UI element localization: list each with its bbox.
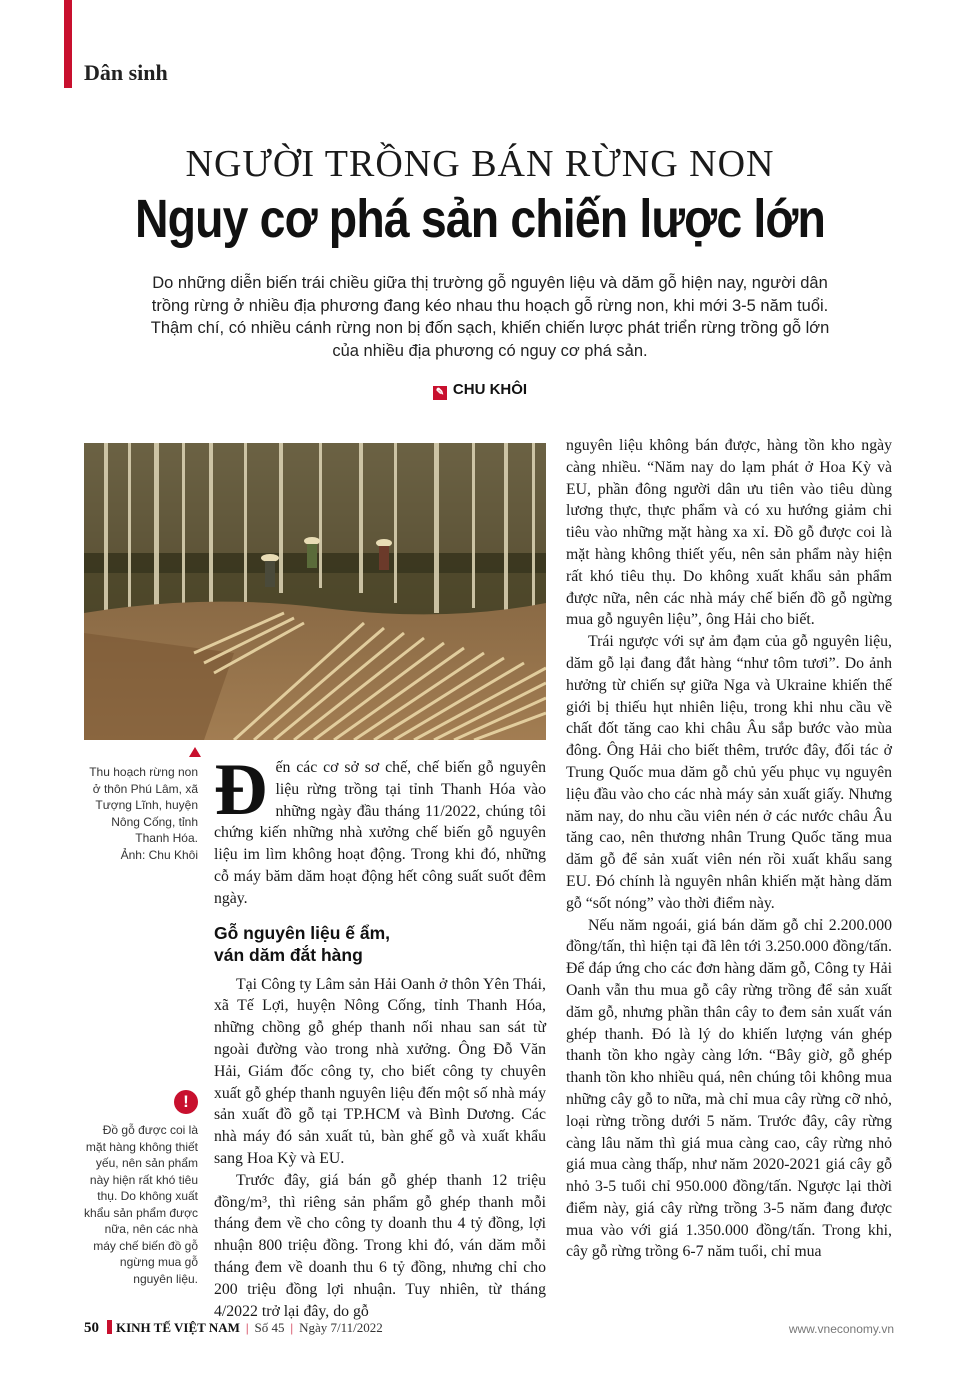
caption-text: Thu hoạch rừng non ở thôn Phú Lâm, xã Tượng Lĩnh, huyện Nông Cống, tỉnh Thanh Hóa. bbox=[89, 765, 198, 845]
caption-pointer-icon bbox=[189, 747, 201, 757]
drop-cap: Đ bbox=[214, 749, 268, 831]
article-kicker: NGƯỜI TRỒNG BÁN RỪNG NON bbox=[185, 143, 775, 185]
pen-icon: ✎ bbox=[433, 386, 447, 400]
page-number: 50 bbox=[84, 1320, 99, 1336]
body-paragraph: nguyên liệu không bán được, hàng tồn kho ngày càng nhiều. “Năm nay do lạm phát ở Hoa Kỳ và EU, phần đông người dân ưu tiên vào tiêu dùng lương thực, thực phẩm và có xu hướng giảm chi tiêu vào những mặt hàng xa xỉ. Đồ gỗ được coi là mặt hàng không thiết yếu, nên sản phẩm này hiện rất khó tiêu thụ. Do không xuất khẩu sản phẩm được nữa, nên các nhà máy chế biến đồ gỗ ngừng mua gỗ nguyên liệu”, ông Hải cho biết. bbox=[566, 437, 892, 629]
footer-separator: | bbox=[245, 1320, 249, 1335]
article-column-middle bbox=[214, 749, 546, 1322]
subheading bbox=[214, 922, 546, 966]
forest-harvest-image bbox=[84, 443, 546, 740]
article-photo bbox=[84, 443, 546, 740]
body-paragraph: Nếu năm ngoái, giá bán dăm gỗ chỉ 2.200.000 đồng/tấn, thì hiện tại đã lên tới 3.250.000 đồng/tấn. Để đáp ứng cho các đơn hàng dăm gỗ, Công ty Hải Oanh vẫn thu mua gỗ cây rừng trồng để sản xuất dăm gỗ, nhưng phần thân cây to đem sản xuất ván ghép thanh. Đó là lý do khiến lượng ván ghép thanh tồn kho ngày càng lớn. “Bây giờ, gỗ ghép thanh tồn kho nhiều quá, nên chúng tôi không mua những cây gỗ to nữa, mà chỉ mua cây rừng cỡ nhỏ, loại rừng trồng dưới 5 năm. Trước đây, cây rừng càng lâu năm thì giá mua càng cao, cây rừng nhỏ giá mua càng thấp, như năm 2020-2021 giá cây gỗ nhỏ 3-5 tuổi chỉ 950.000 đồng/tấn. Ngược lại thời điểm này, giá cây rừng trồng 3-5 năm đang được mua vào với giá 1.350.000 đồng/tấn. Trong khi, cây gỗ rừng trồng 6-7 năm tuổi, chỉ mua bbox=[566, 916, 892, 1261]
issue-date: Ngày 7/11/2022 bbox=[299, 1320, 383, 1335]
article-column-right bbox=[566, 435, 892, 1263]
photo-credit: Ảnh: Chu Khôi bbox=[120, 847, 198, 862]
footer-accent-mark bbox=[107, 1320, 112, 1334]
issue-number: Số 45 bbox=[254, 1320, 285, 1335]
body-paragraph: Trước đây, giá bán gỗ ghép thanh 12 triệu đồng/m³, thì riêng sản phẩm gỗ ghép thanh mỗi tháng đem về cho công ty doanh thu 4 tỷ đồng, lợi nhuận 800 triệu đồng. Trong khi đó, ván dăm mỗi tháng đem về doanh thu 6 tỷ đồng, nhưng chỉ cho 200 triệu đồng lợi nhuận. Tuy nhiên, từ tháng 4/2022 trở lại đây, do gỗ bbox=[214, 1171, 546, 1320]
magazine-name: KINH TẾ VIỆT NAM bbox=[116, 1320, 240, 1335]
author-name: CHU KHÔI bbox=[452, 381, 528, 398]
footer-separator: | bbox=[290, 1320, 294, 1335]
article-headline: Nguy cơ phá sản chiến lược lớn bbox=[134, 189, 826, 249]
body-paragraph: Tại Công ty Lâm sản Hải Oanh ở thôn Yên Thái, xã Tế Lợi, huyện Nông Cống, tỉnh Thanh Hóa, những chồng gỗ ghép thanh nối nhau san sát từ ngoài đường vào trong nhà xưởng. Ông Đỗ Văn Hải, Giám đốc công ty, cho biết công ty chuyên xuất gỗ ghép thanh nguyên liệu đến một số nhà máy sản xuất đồ gỗ tại TP.HCM và Bình Dương. Các nhà máy đó sản xuất tủ, bàn ghế gỗ và xuất khẩu sang Hoa Kỳ và EU. bbox=[214, 975, 546, 1167]
page-footer bbox=[84, 1320, 383, 1337]
byline bbox=[0, 381, 960, 400]
subheading-line-1: Gỗ nguyên liệu ế ẩm, bbox=[214, 922, 391, 943]
pull-quote: Đồ gỗ được coi là mặt hàng không thiết yếu, nên sản phẩm này hiện rất khó tiêu thụ. Do không xuất khẩu sản phẩm được nữa, nên các nhà máy chế biến đồ gỗ ngừng mua gỗ nguyên liệu. bbox=[84, 1123, 198, 1286]
website-url: www.vneconomy.vn bbox=[788, 1322, 894, 1336]
subheading-line-2: ván dăm đắt hàng bbox=[214, 944, 363, 965]
article-lead: Do những diễn biến trái chiều giữa thị trường gỗ nguyên liệu và dăm gỗ hiện nay, người dân trồng rừng ở nhiều địa phương đang kéo nhau thu hoạch gỗ rừng non, khi mới 3-5 năm tuổi. Thậm chí, có nhiều cánh rừng non bị đốn sạch, khiến chiến lược phát triển rừng trồng gỗ lớn của nhiều địa phương có nguy cơ phá sản. bbox=[150, 274, 830, 360]
photo-caption bbox=[84, 764, 198, 863]
body-paragraph: Trái ngược với sự ảm đạm của gỗ nguyên liệu, dăm gỗ lại đang đắt hàng “như tôm tươi”. Do ảnh hưởng từ chiến sự giữa Nga và Ukraine khiến thế giới bị thiếu hụt nhiên liệu, trong khi nhu cầu về chất đốt tăng cao khi châu Âu sắp bước vào mùa đông. Ông Hải cho biết thêm, trước đây, đối tác ở Trung Quốc mua dăm gỗ chủ yếu phục vụ nguyên liệu đầu vào cho các nhà máy sản xuất giấy. Nhưng năm nay, do nhu cầu viên nén ở các nước châu Âu tăng cao, nên thương nhân Trung Quốc tăng mua dăm gỗ để sản xuất viên nén rồi xuất khẩu sang EU. Đó chính là nguyên nhân khiến mặt hàng dăm gỗ “sốt nóng” vào thời điểm này. bbox=[566, 633, 892, 912]
intro-paragraph bbox=[214, 749, 546, 910]
section-label: Dân sinh bbox=[84, 60, 168, 85]
intro-text: ến các cơ sở sơ chế, chế biến gỗ nguyên liệu rừng trồng tại tỉnh Thanh Hóa vào những ngày đầu tháng 11/2022, chúng tôi chứng kiến những nhà xưởng chế biến gỗ nguyên liệu im lìm không hoạt động. Trong khi đó, những cỗ máy băm dăm hoạt động hết công suất suốt đêm ngày. bbox=[214, 759, 546, 907]
alert-icon: ! bbox=[174, 1090, 198, 1114]
section-accent-bar bbox=[64, 0, 72, 88]
